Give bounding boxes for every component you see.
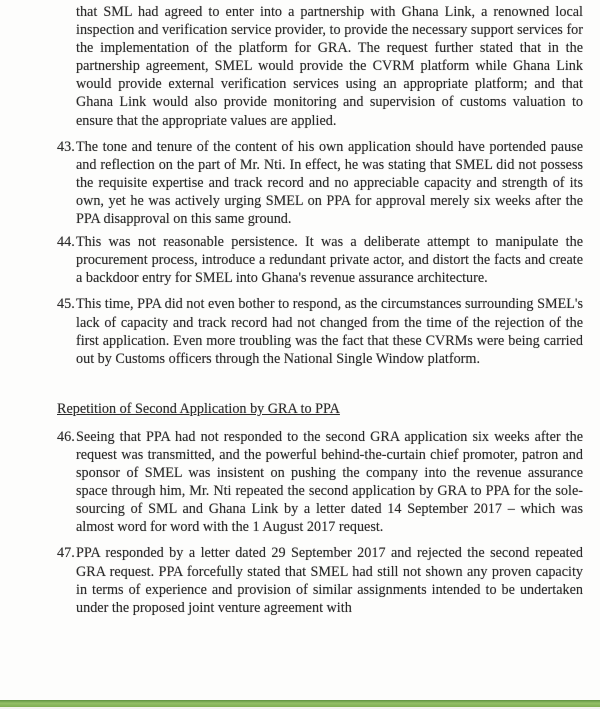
numbered-paragraph-46 [57,428,583,537]
numbered-paragraph-44 [57,233,583,287]
paragraph-text: The tone and tenure of the content of his own application should have portended pause and reflection on the part of Mr. Nti. In effect, he was stating that SMEL did not possess the requisite expertise and track record and no appreciable capacity and strength of its own, yet he was actively urging SMEL on PPA for approval merely six weeks after the PPA disapproval on this same ground. [76,138,583,228]
numbered-paragraph-47 [57,544,583,616]
paragraph-number: 46. [57,428,75,445]
paragraph-number: 44. [57,234,75,251]
paragraph-text: This was not reasonable persistence. It was a deliberate attempt to manipulate the procurement process, introduce a redundant private actor, and distort the facts and create a backdoor entry for SMEL into Ghana's revenue assurance architecture. [76,234,583,287]
numbered-paragraph-45 [57,295,583,367]
paragraph-text: PPA responded by a letter dated 29 September 2017 and rejected the second repeated GRA request. PPA forcefully stated that SMEL had still not shown any proven capacity in terms of experience and provision of similar assignments intended to be undertaken under the proposed joint venture agreement with [76,545,583,616]
paragraph-number: 43. [57,138,75,155]
document-page [57,3,583,617]
paragraph-text: Seeing that PPA had not responded to the second GRA application six weeks after the request was transmitted, and the powerful behind-the-curtain chief promoter, patron and sponsor of SMEL was insistent on pushing the company into the revenue assurance space through him, Mr. Nti repeated the second application by GRA to PPA for the sole-sourcing of SML and Ghana Link by a letter dated 14 September 2017 – which was almost word for word with the 1 August 2017 request. [76,428,583,536]
paragraph-continuation: that SML had agreed to enter into a partnership with Ghana Link, a renowned local inspection and verification service provider, to provide the necessary support services for the implementation of the platform for GRA. The request further stated that in the partnership agreement, SMEL would provide the CVRM platform while Ghana Link would provide external verification services using an appropriate platform; and that Ghana Link would also provide monitoring and supervision of customs valuation to ensure that the appropriate values are applied. [76,4,583,129]
paragraph-number: 47. [57,545,75,562]
section-heading: Repetition of Second Application by GRA to PPA [57,400,340,417]
paragraph-text: This time, PPA did not even bother to respond, as the circumstances surrounding SMEL's lack of capacity and track record had not changed from the time of the rejection of the first application. Even more troubling was the fact that these CVRMs were being carried out by Customs officers through the National Single Window platform. [76,296,583,367]
numbered-paragraph-43 [57,138,583,228]
footer-accent-bar [0,700,600,707]
paragraph-number: 45. [57,296,75,313]
